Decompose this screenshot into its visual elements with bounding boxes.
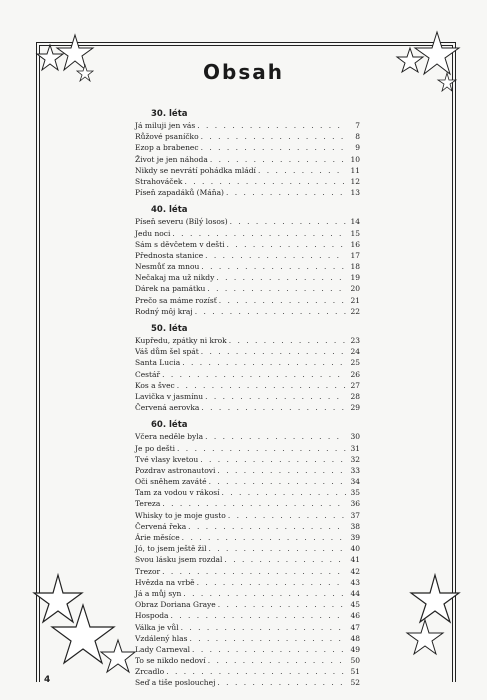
- entry-title: Sám s děvčetem v dešti: [135, 239, 225, 249]
- entry-title: To se nikdo nedoví: [135, 656, 206, 666]
- entry-title: Hvězda na vrbě: [135, 577, 195, 587]
- entry-page-number: 9: [355, 143, 360, 153]
- entry-page-number: 18: [350, 262, 360, 272]
- entry-title: Seď a tiše poslouchej: [135, 678, 216, 688]
- section-heading: 40. léta: [151, 205, 188, 216]
- dot-leader: [207, 283, 346, 294]
- toc-entry: [135, 380, 360, 391]
- entry-title: Oči sněhem zaváté: [135, 477, 207, 487]
- toc-entry: [135, 599, 360, 610]
- dot-leader: [219, 295, 346, 306]
- page-number: 4: [44, 675, 51, 685]
- entry-title: Rodný môj kraj: [135, 306, 193, 316]
- entry-title: Lady Carneval: [135, 644, 191, 654]
- entry-page-number: 35: [350, 488, 360, 498]
- entry-title: Tam za vodou v rákosí: [135, 488, 220, 498]
- entry-page-number: 12: [350, 176, 360, 186]
- section-heading: 50. léta: [151, 324, 188, 334]
- toc-entry: [135, 577, 360, 588]
- dot-leader: [201, 402, 346, 413]
- entry-title: Jó, to jsem ještě žil: [135, 544, 207, 554]
- entry-page-number: 15: [350, 228, 360, 238]
- toc-entry: [135, 306, 360, 317]
- entry-page-number: 21: [350, 295, 360, 305]
- entry-page-number: 13: [350, 188, 360, 198]
- entry-page-number: 39: [350, 533, 360, 542]
- dot-leader: [209, 476, 346, 487]
- entry-page-number: 11: [350, 165, 360, 175]
- entry-title: Je po dešti: [135, 443, 176, 453]
- page-title: Obsah: [203, 60, 284, 84]
- entry-title: Santa Lucia: [135, 358, 181, 368]
- entry-page-number: 7: [355, 121, 360, 130]
- entry-page-number: 38: [350, 521, 360, 531]
- dot-leader: [162, 369, 346, 380]
- dot-leader: [210, 154, 346, 165]
- entry-page-number: 16: [350, 239, 360, 249]
- entry-page-number: 34: [350, 477, 360, 487]
- entry-page-number: 37: [350, 510, 360, 520]
- dot-leader: [226, 187, 346, 198]
- toc-entry: [135, 402, 360, 413]
- dot-leader: [195, 306, 346, 317]
- entry-page-number: 32: [350, 454, 360, 464]
- entry-page-number: 24: [350, 347, 360, 357]
- entry-title: Válka je vůl: [135, 622, 179, 632]
- toc-entry: [135, 543, 360, 554]
- dot-leader: [162, 566, 346, 577]
- entry-title: Píseň severu (Bílý losos): [135, 217, 228, 227]
- entry-page-number: 36: [350, 499, 360, 509]
- toc-entry: [135, 431, 360, 442]
- dot-leader: [177, 443, 346, 454]
- section-heading: 60. léta: [151, 420, 188, 431]
- entry-title: Život je jen náhoda: [135, 154, 208, 164]
- toc-entry: [135, 357, 360, 368]
- entry-title: Vzdálený hlas: [135, 633, 188, 643]
- dot-leader: [172, 228, 346, 239]
- toc-entry: [135, 120, 360, 131]
- toc-entry: [135, 566, 360, 577]
- dot-leader: [208, 655, 346, 666]
- entry-page-number: 46: [350, 611, 360, 621]
- toc-entry: [135, 610, 360, 621]
- toc-entry: [135, 633, 360, 644]
- section-heading: 30. léta: [151, 109, 188, 119]
- toc-entry: [135, 165, 360, 176]
- table-of-contents: [135, 108, 360, 689]
- toc-entry: [135, 283, 360, 294]
- entry-page-number: 45: [350, 600, 360, 610]
- entry-title: Přednosta stanice: [135, 250, 204, 260]
- entry-title: Lavička v jasmínu: [135, 391, 204, 401]
- entry-title: Pozdrav astronautovi: [135, 465, 216, 475]
- dot-leader: [205, 391, 346, 402]
- toc-entry: [135, 588, 360, 599]
- entry-page-number: 22: [350, 306, 360, 316]
- entry-title: Růžové psaníčko: [135, 132, 199, 142]
- star-ornament-bottom-left-icon: [28, 565, 138, 685]
- entry-title: Obraz Doriana Graye: [135, 600, 216, 610]
- dot-leader: [216, 272, 346, 283]
- toc-entry: [135, 655, 360, 666]
- entry-page-number: 19: [350, 273, 360, 283]
- toc-entry: [135, 335, 360, 346]
- entry-page-number: 51: [350, 667, 360, 677]
- toc-entry: [135, 142, 360, 153]
- toc-entry: [135, 272, 360, 283]
- entry-page-number: 50: [350, 656, 360, 666]
- entry-title: Já miluji jen vás: [135, 121, 196, 130]
- dot-leader: [230, 216, 346, 227]
- entry-page-number: 27: [350, 380, 360, 390]
- dot-leader: [218, 599, 346, 610]
- entry-title: Zrcadlo: [135, 667, 165, 677]
- toc-entry: [135, 239, 360, 250]
- dot-leader: [171, 610, 347, 621]
- entry-page-number: 31: [350, 443, 360, 453]
- toc-entry: [135, 228, 360, 239]
- entry-page-number: 30: [350, 432, 360, 442]
- dot-leader: [162, 498, 346, 509]
- toc-entry: [135, 369, 360, 380]
- entry-page-number: 23: [350, 336, 360, 345]
- entry-page-number: 43: [350, 577, 360, 587]
- toc-entry: [135, 510, 360, 521]
- dot-leader: [183, 588, 346, 599]
- entry-title: Nikdy se nevrátí pohádka mládí: [135, 165, 256, 175]
- toc-entry: [135, 216, 360, 227]
- dot-leader: [205, 431, 346, 442]
- entry-title: Červená řeka: [135, 521, 187, 531]
- entry-title: Dárek na památku: [135, 284, 206, 294]
- dot-leader: [166, 666, 346, 677]
- entry-title: Árie měsíce: [135, 533, 180, 542]
- entry-title: Váš dům šel spát: [135, 347, 199, 357]
- dot-leader: [192, 644, 346, 655]
- dot-leader: [197, 577, 346, 588]
- toc-entry: [135, 622, 360, 633]
- entry-title: Já a můj syn: [135, 588, 182, 598]
- dot-leader: [201, 131, 346, 142]
- toc-entry: [135, 487, 360, 498]
- dot-leader: [197, 120, 346, 131]
- entry-title: Kos a švec: [135, 380, 175, 390]
- entry-page-number: 44: [350, 588, 360, 598]
- entry-page-number: 26: [350, 369, 360, 379]
- dot-leader: [177, 380, 346, 391]
- entry-page-number: 33: [350, 465, 360, 475]
- entry-page-number: 28: [350, 391, 360, 401]
- dot-leader: [201, 346, 346, 357]
- entry-title: Strahováček: [135, 176, 183, 186]
- dot-leader: [201, 142, 346, 153]
- entry-title: Tvé vlasy kvetou: [135, 454, 199, 464]
- toc-entry: [135, 476, 360, 487]
- entry-page-number: 48: [350, 633, 360, 643]
- dot-leader: [184, 176, 346, 187]
- entry-page-number: 10: [350, 154, 360, 164]
- entry-page-number: 17: [350, 250, 360, 260]
- toc-entry: [135, 498, 360, 509]
- dot-leader: [224, 554, 346, 565]
- entry-title: Píseň zapadáků (Máňa): [135, 188, 224, 198]
- entry-page-number: 29: [350, 403, 360, 413]
- dot-leader: [258, 165, 346, 176]
- toc-entry: [135, 465, 360, 476]
- entry-title: Ezop a brabenec: [135, 143, 199, 153]
- toc-entry: [135, 187, 360, 198]
- dot-leader: [188, 521, 346, 532]
- entry-title: Včera neděle byla: [135, 432, 204, 442]
- toc-entry: [135, 644, 360, 655]
- entry-page-number: 25: [350, 358, 360, 368]
- dot-leader: [209, 543, 346, 554]
- entry-title: Whisky to je moje gusto: [135, 510, 226, 520]
- dot-leader: [205, 250, 346, 261]
- entry-page-number: 42: [350, 566, 360, 576]
- entry-title: Jedu noci: [135, 228, 171, 238]
- toc-entry: [135, 250, 360, 261]
- toc-entry: [135, 295, 360, 306]
- entry-page-number: 20: [350, 284, 360, 294]
- toc-entry: [135, 154, 360, 165]
- toc-entry: [135, 454, 360, 465]
- dot-leader: [181, 622, 346, 633]
- toc-entry: [135, 677, 360, 688]
- dot-leader: [217, 677, 346, 688]
- entry-title: Kupředu, zpátky ni krok: [135, 336, 227, 345]
- dot-leader: [228, 510, 346, 521]
- toc-entry: [135, 554, 360, 565]
- dot-leader: [200, 454, 346, 465]
- entry-title: Cestář: [135, 369, 161, 379]
- toc-entry: [135, 666, 360, 677]
- dot-leader: [229, 335, 346, 346]
- entry-title: Hospoda: [135, 611, 169, 621]
- dot-leader: [201, 261, 346, 272]
- entry-title: Trezor: [135, 566, 161, 576]
- entry-page-number: 40: [350, 544, 360, 554]
- entry-title: Tereza: [135, 499, 161, 509]
- entry-page-number: 14: [350, 217, 360, 227]
- dot-leader: [221, 487, 346, 498]
- dot-leader: [217, 465, 346, 476]
- toc-entry: [135, 532, 360, 543]
- entry-page-number: 8: [355, 132, 360, 142]
- dot-leader: [182, 357, 346, 368]
- toc-entry: [135, 521, 360, 532]
- star-ornament-bottom-right-icon: [385, 565, 465, 675]
- toc-entry: [135, 131, 360, 142]
- dot-leader: [182, 532, 346, 543]
- entry-title: Červená aerovka: [135, 403, 200, 413]
- entry-page-number: 52: [350, 678, 360, 688]
- toc-entry: [135, 261, 360, 272]
- entry-title: Svou lásku jsem rozdal: [135, 555, 223, 565]
- dot-leader: [189, 633, 346, 644]
- entry-page-number: 49: [350, 644, 360, 654]
- entry-title: Nečakaj ma už nikdy: [135, 273, 215, 283]
- entry-title: Prečo sa máme rozísť: [135, 295, 217, 305]
- dot-leader: [227, 239, 346, 250]
- entry-page-number: 41: [350, 555, 360, 565]
- toc-entry: [135, 346, 360, 357]
- toc-entry: [135, 443, 360, 454]
- toc-entry: [135, 176, 360, 187]
- entry-title: Nesmůť za mnou: [135, 262, 200, 272]
- entry-page-number: 47: [350, 622, 360, 632]
- toc-entry: [135, 391, 360, 402]
